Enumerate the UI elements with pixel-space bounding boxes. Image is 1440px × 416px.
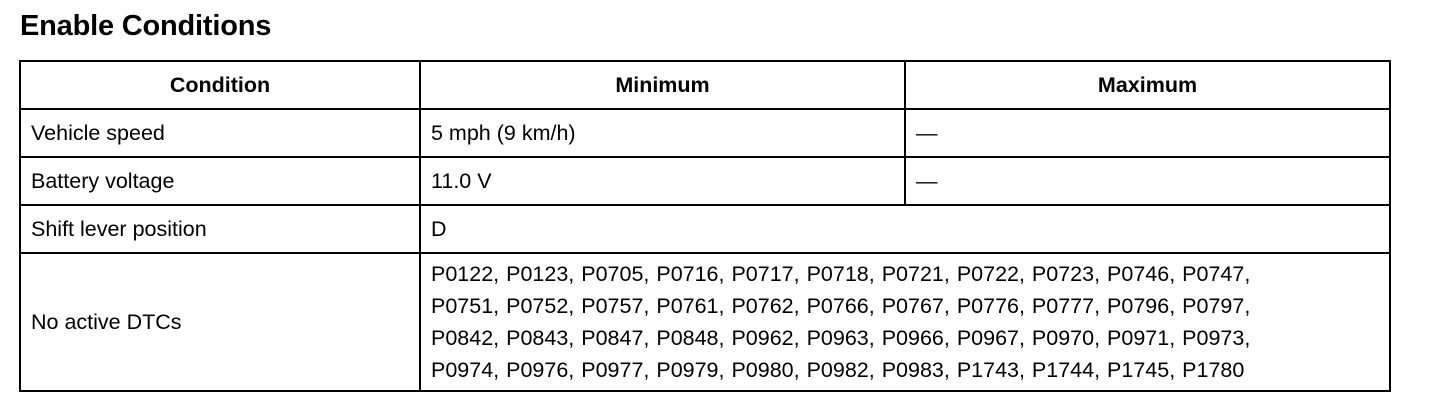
enable-conditions-table <box>19 60 1391 392</box>
dtc-line: P0751, P0752, P0757, P0761, P0762, P0766, P0767, P0776, P0777, P0796, P0797, <box>431 294 1251 318</box>
dtc-line: P0122, P0123, P0705, P0716, P0717, P0718, P0721, P0722, P0723, P0746, P0747, <box>431 262 1251 286</box>
page-title: Enable Conditions <box>20 10 272 42</box>
table-row-vehicle-speed <box>20 109 1390 157</box>
header-maximum: Maximum <box>905 61 1390 109</box>
cell-maximum: — <box>905 157 1390 205</box>
dtc-line: P0842, P0843, P0847, P0848, P0962, P0963, P0966, P0967, P0970, P0971, P0973, <box>431 326 1251 350</box>
cell-condition: No active DTCs <box>20 253 420 391</box>
header-condition: Condition <box>20 61 420 109</box>
cell-maximum: — <box>905 109 1390 157</box>
dtc-line: P0974, P0976, P0977, P0979, P0980, P0982, P0983, P1743, P1744, P1745, P1780 <box>431 358 1245 382</box>
cell-condition: Battery voltage <box>20 157 420 205</box>
cell-value: D <box>420 205 1390 253</box>
cell-condition: Shift lever position <box>20 205 420 253</box>
cell-dtc-list <box>420 253 1390 391</box>
table-row-shift-lever <box>20 205 1390 253</box>
cell-minimum: 11.0 V <box>420 157 905 205</box>
cell-minimum: 5 mph (9 km/h) <box>420 109 905 157</box>
table-header-row <box>20 61 1390 109</box>
table-row-battery-voltage <box>20 157 1390 205</box>
header-minimum: Minimum <box>420 61 905 109</box>
cell-condition: Vehicle speed <box>20 109 420 157</box>
table-row-no-active-dtcs <box>20 253 1390 391</box>
